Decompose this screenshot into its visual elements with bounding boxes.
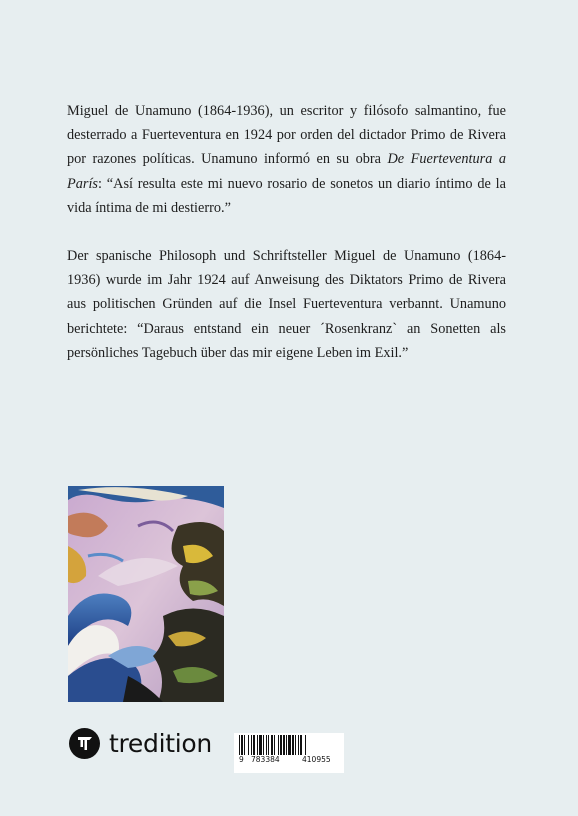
cover-painting	[68, 486, 224, 702]
german-paragraph: Der spanische Philosoph und Schriftsteller Miguel de Unamuno (1864-1936) wurde im Jahr 1924 auf Anweisung des Diktators Primo de Rivera aus politischen Gründen auf die Insel Fuerteventura verbannt. Unamuno berichtete: “Daraus entstand ein neuer ´Rosenkranz` an Sonetten als persönliches Tagebuch über das mir eigene Leben im Exil.”	[67, 248, 506, 361]
barcode-digit-first: 9	[239, 755, 244, 764]
barcode-digits-group2: 410955	[302, 755, 331, 764]
publisher-name: tredition	[109, 728, 212, 758]
publisher-logo	[69, 727, 212, 759]
isbn-barcode	[234, 733, 344, 773]
spanish-paragraph	[67, 99, 506, 220]
tredition-logo-icon	[69, 728, 100, 759]
barcode-digits-group1: 783384	[251, 755, 280, 764]
spanish-text-part2: : “Así resulta este mi nuevo rosario de sonetos un diario íntimo de la vida íntima de mi destierro.”	[67, 175, 506, 216]
spanish-text-part1: Miguel de Unamuno (1864-1936), un escritor y filósofo salmantino, fue desterrado a Fuerteventura en 1924 por orden del dictador Primo de Rivera por razones políticas. Unamuno informó en su obra	[67, 103, 506, 168]
book-title-italic: De Fuerteventura a París	[67, 151, 506, 192]
